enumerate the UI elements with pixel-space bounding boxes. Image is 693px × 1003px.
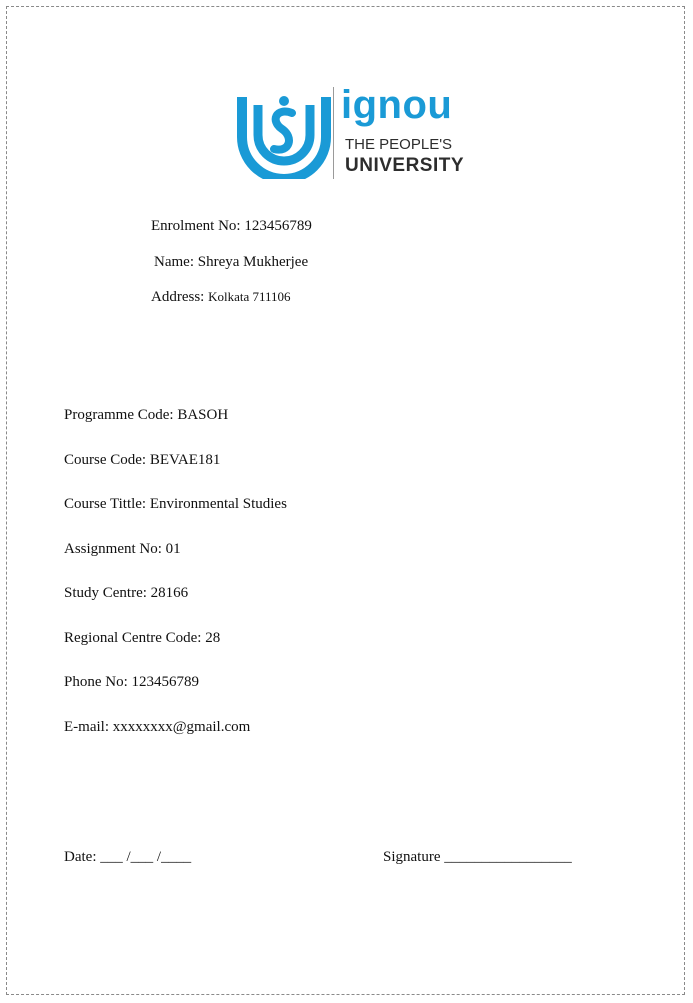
student-address	[151, 288, 291, 306]
address-label: Address:	[151, 289, 209, 305]
study-centre: Study Centre: 28166	[64, 585, 189, 601]
logo-university: UNIVERSITY	[345, 155, 465, 176]
ignou-logo	[236, 83, 466, 182]
address-value: Kolkata 711106	[208, 289, 291, 304]
course-code: Course Code: BEVAE181	[64, 452, 221, 468]
logo-tagline: THE PEOPLE'S	[345, 136, 453, 153]
assignment-number: Assignment No: 01	[64, 541, 181, 557]
enrolment-number: Enrolment No: 123456789	[151, 218, 312, 234]
ignou-emblem-icon	[236, 87, 332, 179]
email-address: E-mail: xxxxxxxx@gmail.com	[64, 719, 251, 735]
logo-wordmark: ignou	[341, 83, 453, 127]
course-title: Course Tittle: Environmental Studies	[64, 496, 287, 512]
phone-number: Phone No: 123456789	[64, 674, 199, 690]
regional-centre-code: Regional Centre Code: 28	[64, 630, 221, 646]
programme-code: Programme Code: BASOH	[64, 407, 229, 423]
date-field: Date: ___ /___ /____	[64, 849, 192, 865]
logo-divider	[333, 87, 334, 179]
student-name: Name: Shreya Mukherjee	[154, 254, 309, 270]
signature-field: Signature _________________	[383, 849, 572, 865]
